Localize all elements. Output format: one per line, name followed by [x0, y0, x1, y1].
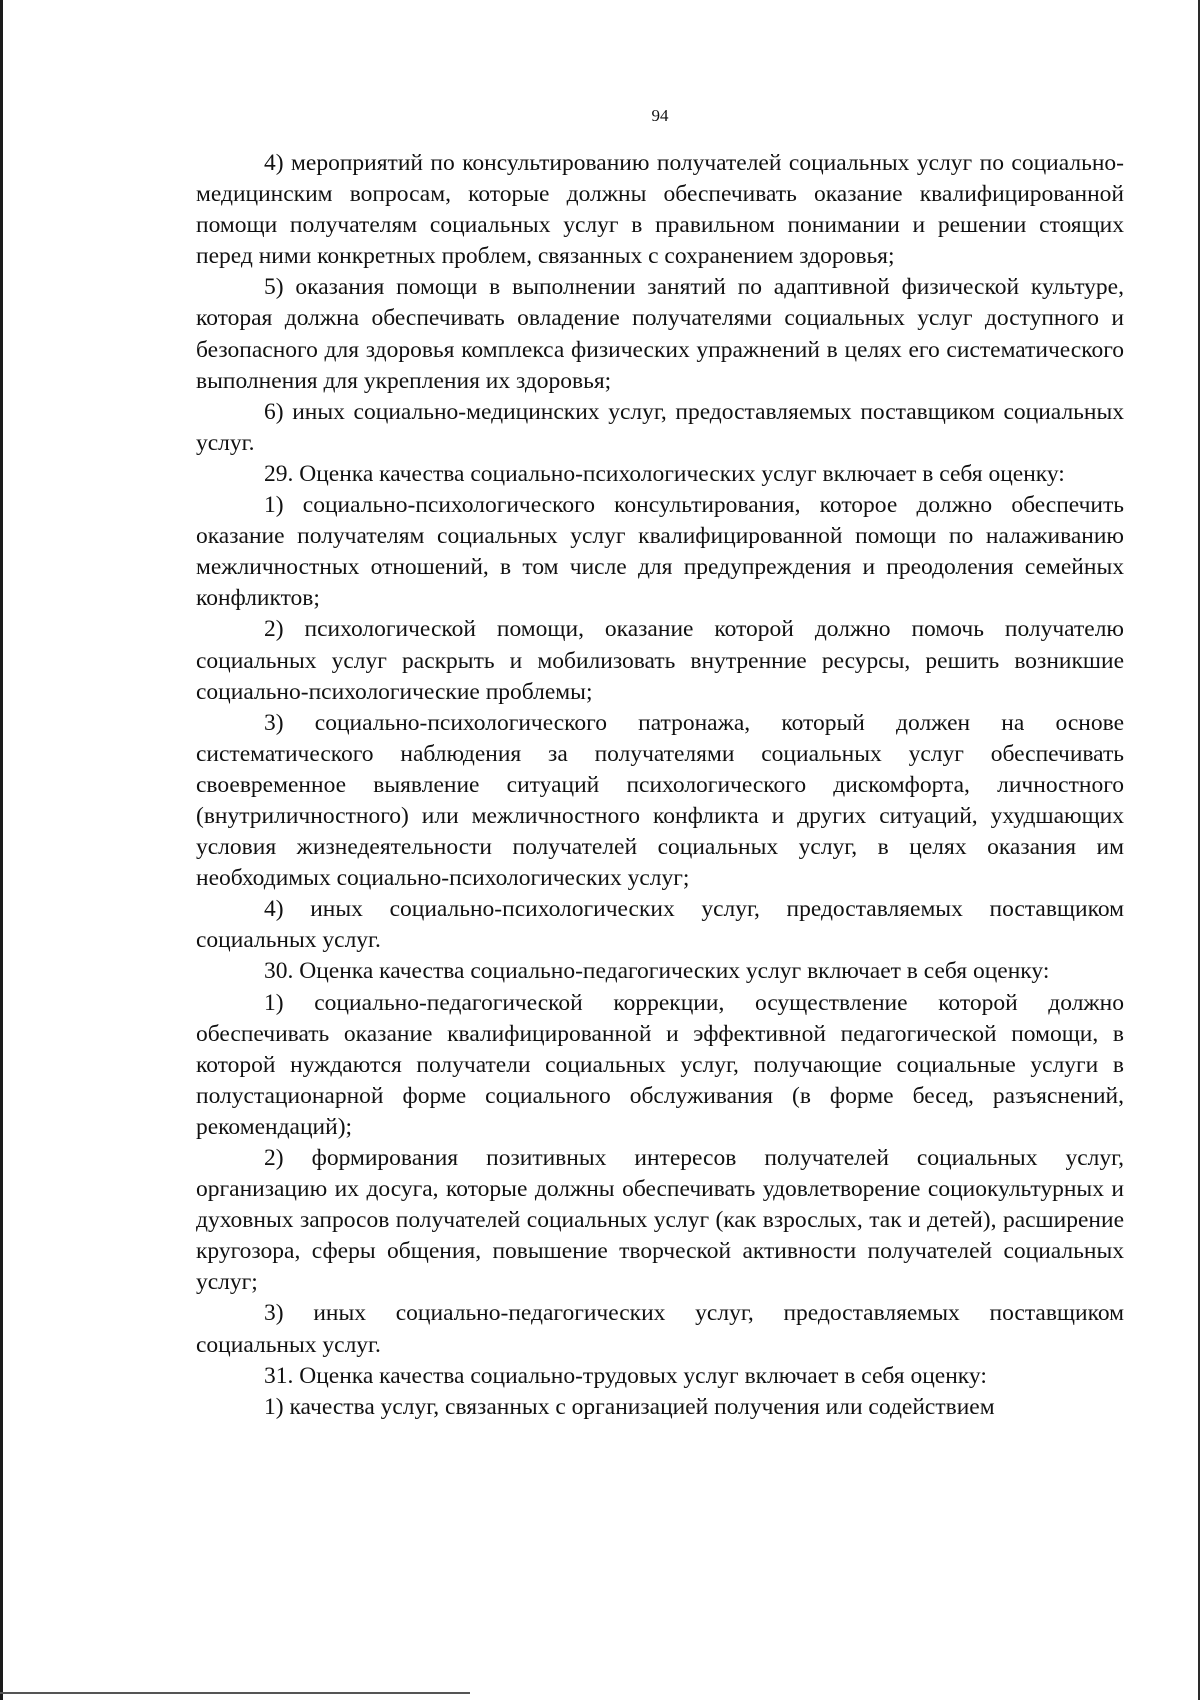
paragraph-section-29: 29. Оценка качества социально-психологических услуг включает в себя оценку: — [264, 460, 1065, 487]
page-number: 94 — [651, 106, 669, 125]
document-body — [196, 148, 1124, 1423]
paragraph-30-item-3: 3) иных социально-педагогических услуг, предоставляемых поставщиком социальных услуг. — [196, 1300, 1124, 1358]
paragraph-item-4-consulting: 4) мероприятий по консультированию получателей социальных услуг по социально-медицинским вопросам, которые должны обеспечивать оказание квалифицированной помощи получателям социальных услуг в правильном понимании и решении стоящих перед ними конкретных проблем, связанных с сохранением здоровья; — [196, 150, 1124, 270]
paragraph-31-item-1: 1) качества услуг, связанных с организацией получения или содействием — [264, 1393, 995, 1420]
paragraph-item-5-adaptive-physical-culture: 5) оказания помощи в выполнении занятий по адаптивной физической культуре, которая должна обеспечивать овладение получателями социальных услуг доступного и безопасного для здоровья комплекса физических упражнений в целях его систематического выполнения для укрепления их здоровья; — [196, 274, 1124, 394]
paragraph-section-31: 31. Оценка качества социально-трудовых услуг включает в себя оценку: — [264, 1362, 987, 1389]
paragraph-item-6-other-medical-services: 6) иных социально-медицинских услуг, предоставляемых поставщиком социальных услуг. — [196, 398, 1124, 456]
paragraph-29-item-4: 4) иных социально-психологических услуг, предоставляемых поставщиком социальных услуг. — [196, 896, 1124, 954]
paragraph-29-item-3: 3) социально-психологического патронажа, который должен на основе систематического наблюдения за получателями социальных услуг обеспечивать своевременное выявление ситуаций психологического дискомфорта, личностного (внутриличностного) или межличностного конфликта и других ситуаций, ухудшающих условия жизнедеятельности получателей социальных услуг, в целях оказания им необходимых социально-психологических услуг; — [196, 709, 1124, 892]
scan-border-bottom — [0, 1692, 470, 1694]
scan-border-left — [0, 0, 3, 1700]
paragraph-30-item-2: 2) формирования позитивных интересов получателей социальных услуг, организацию их досуга, которые должны обеспечивать удовлетворение социокультурных и духовных запросов получателей социальных услуг (как взрослых, так и детей), расширение кругозора, сферы общения, повышение творческой активности получателей социальных услуг; — [196, 1145, 1124, 1296]
paragraph-30-item-1: 1) социально-педагогической коррекции, осуществление которой должно обеспечивать оказание квалифицированной и эффективной педагогической помощи, в которой нуждаются получатели социальных услуг, получающие социальные услуги в полустационарной форме социального обслуживания (в форме бесед, разъяснений, рекомендаций); — [196, 989, 1124, 1140]
paragraph-29-item-1: 1) социально-психологического консультирования, которое должно обеспечить оказание получателям социальных услуг квалифицированной помощи по налаживанию межличностных отношений, в том числе для предупреждения и преодоления семейных конфликтов; — [196, 492, 1124, 612]
paragraph-section-30: 30. Оценка качества социально-педагогических услуг включает в себя оценку: — [264, 958, 1050, 985]
paragraph-29-item-2: 2) психологической помощи, оказание которой должно помочь получателю социальных услуг раскрыть и мобилизовать внутренние ресурсы, решить возникшие социально-психологические проблемы; — [196, 616, 1124, 705]
